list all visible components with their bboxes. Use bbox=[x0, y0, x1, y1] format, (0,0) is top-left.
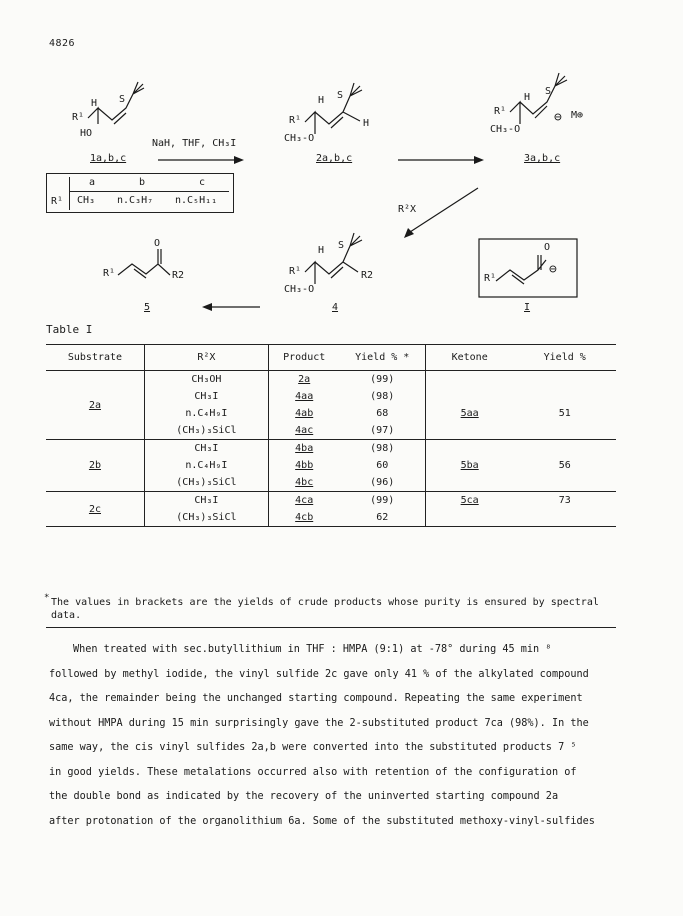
ch3o-label-2: CH₃-O bbox=[284, 133, 315, 144]
cell-ketone-yield bbox=[513, 509, 616, 527]
cell-product: 4cb bbox=[268, 509, 339, 527]
cell-r2x: (CH₃)₃SiCl bbox=[144, 509, 268, 527]
cell-ketone bbox=[425, 388, 513, 405]
substituent-row-label: R¹ bbox=[51, 196, 64, 207]
page-number: 4826 bbox=[49, 38, 76, 49]
r1-label-1: R¹ bbox=[72, 112, 85, 123]
substituent-value-a: CH₃ bbox=[77, 195, 96, 206]
table-header-row bbox=[46, 345, 616, 371]
cell-yield: (98) bbox=[370, 391, 395, 402]
body-line: followed by methyl iodide, the vinyl sulfide 2c gave only 41 % of the alkylated compound bbox=[49, 668, 589, 680]
h-label-3: H bbox=[524, 92, 531, 103]
table-footnote bbox=[44, 593, 611, 622]
r1-label-5: R¹ bbox=[103, 268, 116, 279]
col-ketone-yield: Yield % bbox=[513, 345, 616, 371]
substituent-col-c: c bbox=[199, 177, 206, 188]
ho-label: HO bbox=[80, 128, 93, 139]
enolate-minus-icon: ⊖ bbox=[549, 262, 557, 277]
cell-ketone: 5aa bbox=[425, 405, 513, 422]
cell-ketone-yield bbox=[513, 388, 616, 405]
cell-product: 2a bbox=[268, 371, 339, 389]
cell-r2x: (CH₃)₃SiCl bbox=[144, 422, 268, 440]
cell-yield: (99) bbox=[370, 495, 395, 506]
cell-ketone-yield: 56 bbox=[558, 460, 571, 471]
cell-ketone bbox=[425, 422, 513, 440]
substituent-col-a: a bbox=[89, 177, 96, 188]
body-line: after protonation of the organolithium 6a. Some of the substituted methoxy-vinyl-sulfides bbox=[49, 815, 595, 827]
cell-r2x: CH₃I bbox=[144, 440, 268, 458]
carbanion-minus-icon: ⊖ bbox=[554, 110, 562, 125]
table-row bbox=[46, 371, 616, 389]
table-row bbox=[46, 440, 616, 458]
body-paragraph bbox=[49, 638, 639, 834]
cell-ketone-yield: 73 bbox=[558, 495, 571, 506]
compound-3-label: 3a,b,c bbox=[524, 153, 561, 164]
footnote-text: The values in brackets are the yields of crude products whose purity is ensured by spectral data. bbox=[51, 597, 599, 621]
cell-r2x: CH₃I bbox=[144, 388, 268, 405]
cell-substrate: 2b bbox=[46, 440, 144, 492]
cell-ketone bbox=[425, 371, 513, 389]
h-label-1: H bbox=[91, 98, 98, 109]
cell-product: 4aa bbox=[268, 388, 339, 405]
body-line: When treated with sec.butyllithium in THF : HMPA (9:1) at -78° during 45 min ⁸ bbox=[73, 644, 552, 655]
cell-r2x: n.C₄H₉I bbox=[144, 457, 268, 474]
results-table bbox=[46, 344, 616, 527]
cell-yield: (96) bbox=[340, 474, 426, 492]
ch3o-label-4: CH₃-O bbox=[284, 284, 315, 295]
s-label-4: S bbox=[338, 240, 345, 251]
cell-ketone: 5ba bbox=[425, 457, 513, 474]
o-label-i: O bbox=[544, 242, 551, 253]
substituent-col-b: b bbox=[139, 177, 146, 188]
s-label-3: S bbox=[545, 86, 552, 97]
cell-ketone: 5ca bbox=[425, 492, 513, 510]
r1-label-i: R¹ bbox=[484, 273, 497, 284]
table-caption: Table I bbox=[46, 323, 93, 336]
substituent-table bbox=[46, 173, 234, 213]
h-label-4: H bbox=[318, 245, 325, 256]
cell-ketone-yield bbox=[513, 474, 616, 492]
r2-label-4: R2 bbox=[361, 270, 374, 281]
cell-r2x: (CH₃)₃SiCl bbox=[144, 474, 268, 492]
o-label-5: O bbox=[154, 238, 161, 249]
body-line: in good yields. These metalations occurred also with retention of the configuration of bbox=[49, 766, 577, 778]
cell-yield: 62 bbox=[340, 509, 426, 527]
body-line: same way, the cis vinyl sulfides 2a,b were converted into the substituted products 7 ⁵ bbox=[49, 742, 577, 753]
cell-product: 4bb bbox=[268, 457, 339, 474]
cell-ketone bbox=[425, 474, 513, 492]
substituent-value-b: n.C₃H₇ bbox=[117, 195, 154, 206]
s-label-1: S bbox=[119, 94, 126, 105]
cell-product: 4ab bbox=[268, 405, 339, 422]
table-row bbox=[46, 492, 616, 510]
cell-yield: (97) bbox=[340, 422, 426, 440]
cell-product: 4ca bbox=[268, 492, 339, 510]
r1-label-3: R¹ bbox=[494, 106, 507, 117]
footnote-mark: * bbox=[44, 593, 50, 603]
substituent-value-c: n.C₅H₁₁ bbox=[175, 195, 218, 206]
h-label-2: H bbox=[318, 95, 325, 106]
r2x-reagent-label: R²X bbox=[398, 204, 417, 215]
cell-ketone bbox=[425, 509, 513, 527]
r1-label-2: R¹ bbox=[289, 115, 302, 126]
col-yield: Yield % * bbox=[340, 345, 426, 371]
cell-yield: 68 bbox=[376, 408, 389, 419]
cell-yield: (99) bbox=[370, 374, 395, 385]
cell-substrate: 2c bbox=[46, 492, 144, 527]
body-line: without HMPA during 15 min surprisingly gave the 2-substituted product 7ca (98%). In the bbox=[49, 717, 589, 729]
col-product: Product bbox=[268, 345, 339, 371]
cell-product: 4bc bbox=[268, 474, 339, 492]
s-label-2: S bbox=[337, 90, 344, 101]
body-line: 4ca, the remainder being the unchanged starting compound. Repeating the same experiment bbox=[49, 693, 583, 704]
cell-r2x: n.C₄H₉I bbox=[144, 405, 268, 422]
cell-ketone bbox=[425, 440, 513, 458]
cell-yield: (98) bbox=[370, 443, 395, 454]
cell-ketone-yield bbox=[513, 422, 616, 440]
col-substrate: Substrate bbox=[46, 345, 144, 371]
cell-ketone-yield bbox=[513, 371, 616, 389]
body-line: the double bond as indicated by the recovery of the uninverted starting compound 2a bbox=[49, 791, 559, 802]
ch3o-label-3: CH₃-O bbox=[490, 124, 521, 135]
cell-ketone-yield: 51 bbox=[558, 408, 571, 419]
col-r2x: R²X bbox=[144, 345, 268, 371]
compound-i-label: I bbox=[524, 302, 531, 313]
r2-label-5: R2 bbox=[172, 270, 185, 281]
cell-substrate: 2a bbox=[46, 371, 144, 440]
r1-label-4: R¹ bbox=[289, 266, 302, 277]
reaction-scheme bbox=[0, 0, 683, 330]
col-ketone: Ketone bbox=[425, 345, 513, 371]
reagents-label: NaH, THF, CH₃I bbox=[152, 138, 237, 149]
cell-r2x: CH₃OH bbox=[144, 371, 268, 389]
cell-r2x: CH₃I bbox=[144, 492, 268, 510]
cell-product: 4ba bbox=[268, 440, 339, 458]
cell-product: 4ac bbox=[268, 422, 339, 440]
divider bbox=[46, 627, 616, 628]
compound-5-label: 5 bbox=[144, 302, 151, 313]
cell-ketone-yield bbox=[513, 440, 616, 458]
compound-1-label: 1a,b,c bbox=[90, 153, 127, 164]
metal-label: M⊕ bbox=[571, 110, 584, 121]
compound-4-label: 4 bbox=[332, 302, 339, 313]
cell-yield: 60 bbox=[376, 460, 389, 471]
compound-2-label: 2a,b,c bbox=[316, 153, 353, 164]
h-label-2b: H bbox=[363, 118, 370, 129]
